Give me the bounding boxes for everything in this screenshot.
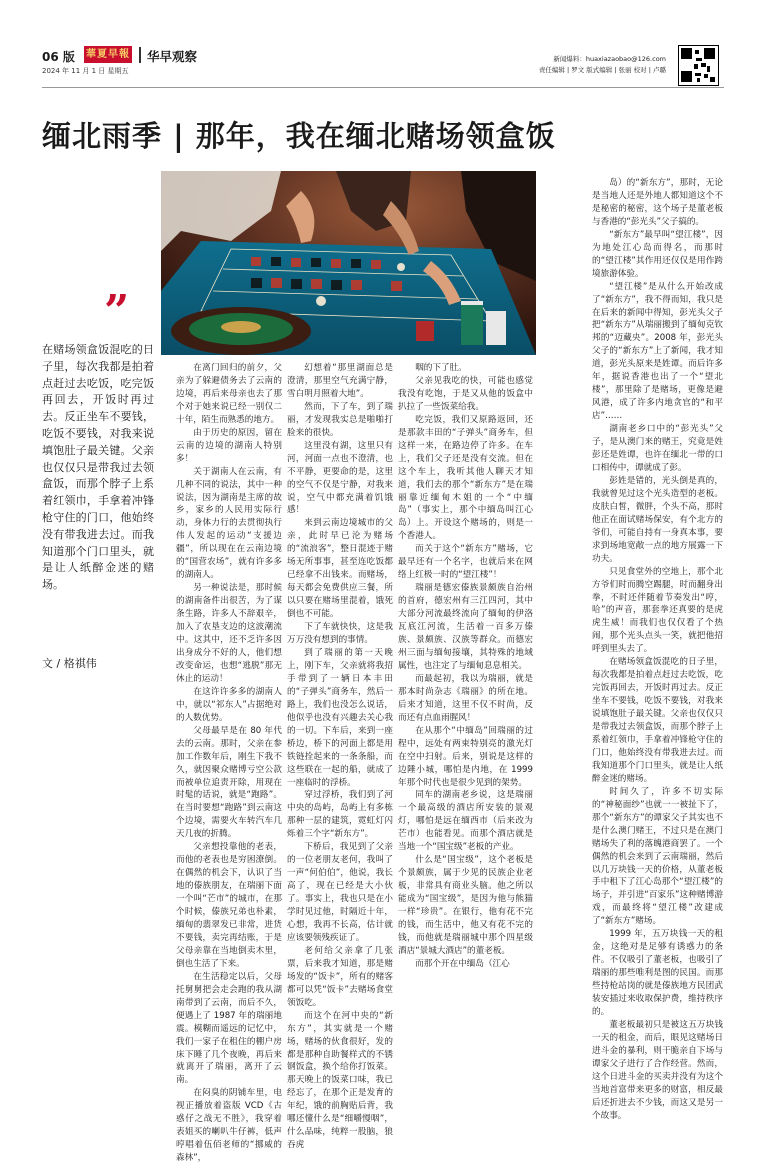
paragraph: 时间久了，许多不切实际的“神秘面纱”也就一一被扯下了，那个“新东方”的谭家父子其实也不是什么澳门赌王，不过只是在澳门赌场失了利的落魄港商罢了。一个偶然的机会来到了云南瑞丽，然后以几万块钱一天的价格，从董老板手中租下了江心岛那个“望江楼”的场子，并引进“百家乐”这种赌博游戏，而最终将“望江楼”改建成了“新东方”赌场。 — [592, 786, 723, 927]
article-column-4 — [592, 177, 723, 1121]
pull-quote: 在赌场领盒饭混吃的日子里，每次我都是拍着点赶过去吃饭，吃完饭再回去，开饭时再过去。反正坐车不要钱，吃饭不要钱，对我来说填饱肚子最关键。父亲也仅仅只是带我过去领盒饭，而那个脖子上系着红领巾，手拿着冲锋枪守住的门口，他始终没有带我进去过。而我知道那个门口里头，就是让人纸醉金迷的赌场。 — [42, 343, 154, 592]
paragraph: 父亲见我吃的快，可能也感觉我没有吃饱，于是又从他的饭盒中扒拉了一些饭菜给我。 — [398, 375, 533, 412]
paragraph: 下桥后，我见到了父亲的一位老朋友老何，我叫了一声“何伯伯”，他说，我长高了，现在已经是大小伙了。事实上，我也只是在小学时见过他，时隔近十年，心想，我再不长高，估计就应该要领残疾证了。 — [287, 842, 393, 943]
page-number: 06 版 — [42, 50, 75, 64]
paragraph: 而关于这个“新东方”赌场，它最早还有一个名字，也就后来在网络上红极一时的“望江楼”！ — [398, 544, 533, 581]
masthead-divider — [139, 47, 141, 63]
paragraph: 幻想着“那里湖面总是澄清，那里空气充满宁静，雪白明月照着大地”。 — [287, 363, 393, 399]
paragraph: 在赌场领盒饭混吃的日子里，每次我都是拍着点赶过去吃饭，吃完饭再回去，开饭时再过去。反正坐车不要钱，吃饭不要钱，对我来说填饱肚子最关键。父亲也仅仅只是带我过去领盒饭，而那个脖子上系着红领巾，手拿着冲锋枪守住的门口，他始终没有带我进去过。而我知道那个门口里头，就是让人纸醉金迷的赌场。 — [592, 657, 723, 784]
article-column-3 — [398, 362, 533, 1068]
paragraph: 这里没有湖，这里只有河，河面一点也不澄清，也不平静，更要命的是，这里的空气不仅是宁静，对我来说，空气中都充满着饥饿感！ — [287, 440, 393, 516]
paragraph: 在闷臭的阴铺车里，电视正播放着盗版 VCD《古惑仔之战无不胜》，我穿着表姐买的喇叭牛仔裤，低声哼唱着伍佰老师的“挪威的森林”， — [176, 1088, 282, 1164]
paragraph: 老何给父亲拿了几张票，后来我才知道，那是赌场发的“饭卡”，所有的赌客都可以凭“饭卡”去赌场食堂领饭吃。 — [287, 945, 393, 1008]
section-title: 华早观察 — [147, 49, 198, 64]
paragraph: 而这个在河中央的“新东方”，其实就是一个赌场，赌场的伙食很好，发的都是那种自助餐样式的不锈钢饭盒，换个给你打饭菜。那天晚上的饭菜口味，我已经忘了，在那个正是发育的年纪，饿的前胸贴后背，我哪还懂什么是“细嚼慢咽”，什么品味，纯粹一股脑，狼吞虎 — [287, 1010, 393, 1151]
paragraph: 父母最早是在 80 年代去的云南。那时，父亲在参加工作数年后，刚生下我不久，就因聚众赌博亏空公款而被单位追责开除，用现在时髦的话说，就是“跑路”。在当时要想“跑路”到云南这个边境，需要火车转汽车几天几夜的折腾。 — [176, 725, 282, 840]
paragraph: 只见食堂外的空地上，那个北方爷们时而腾空踢腿，时而翻身出拳，不时还伴随着节奏发出“哼，哈”的声音，那套拳还真要的是虎虎生威！而我们也仅仅看了个热闹，那个光头点头一笑，就把他招呼到里头去了。 — [592, 566, 723, 655]
quote-mark-icon: ” — [104, 286, 130, 337]
paragraph: 什么是“国宝级”，这个老板是个景颇族，属于少见的民族企业老板，非常具有商业头脑。他之所以能成为“国宝级”，是因为他与熊猫一样“珍贵”。在银行，他有花不完的钱，而生活中，他又有花不完的钱，而他就是瑞丽城中那个四星级酒店“景城大酒店”的董老板。 — [398, 855, 533, 956]
paragraph: 咽的下了肚。 — [415, 363, 467, 373]
paragraph: 1999 年，五万块钱一天的租金，这绝对是足够有诱惑力的条件。不仅吸引了董老板，也吸引了瑞丽的那些唯利是图的民国。而那些持枪站岗的就是傣族地方民团武装安插过来收取保护费，维持秩序的。 — [592, 929, 723, 1017]
header-rule — [42, 87, 724, 88]
paragraph: 吃完饭，我们又原路返回，还是那款丰田的“子弹头”商务车，但这样一来，在路边停了许多。在车上，我们父子还是没有交流。但在这个车上，我听其他人聊天才知道，我们去的那个“新东方”是在瑞丽靠近缅甸木姐的一个“中缅岛”（事实上，那个中缅岛叫江心岛）上。开设这个赌场的，则是一个香港人。 — [398, 414, 533, 542]
byline: 文 / 格祺伟 — [42, 657, 97, 670]
paragraph: 关于湖南人在云南，有几种不同的说法，其中一种说法，因为湖南是主席的故乡，家乡的人民用实际行动，身体力行的去贯彻执行伟人发起的运动“支援边疆”，所以现在在云南边境的“国营农场”，就有许多多的湖南人。 — [176, 466, 282, 581]
paragraph: 岛）的“新东方”，那时，无论是当地人还是外地人都知道这个不是秘密的秘密，这个场子是董老板与香港的“彭光头”父子搞的。 — [592, 178, 723, 227]
issue-date: 2024 年 11 月 1 日 星期五 — [42, 67, 129, 75]
article-headline: 缅北雨季 | 那年，我在缅北赌场领盒饭 — [42, 119, 556, 153]
paragraph: “新东方”最早叫“望江楼”，因为地处江心岛而得名，而那时的“望江楼”其作用还仅仅是用作跨境旅游体验。 — [592, 229, 723, 279]
paragraph: 到了瑞丽的第一天晚上，刚下车，父亲就将我招手带到了一辆日本丰田的“子弹头”商务车，然后一路上，我们也没怎么说话，他似乎也没有兴趣去关心我的一切。下车后，来到一座桥边，桥下的河面上都是用铁链拴起来的一条条船，而这些联在一起的船，就成了一座临时的浮桥。 — [287, 647, 393, 788]
newspaper-logo: 華夏早報 — [84, 46, 132, 63]
casino-roulette-image — [161, 171, 536, 355]
paragraph: 下了车就快快，这是我万万没有想到的事情。 — [287, 622, 393, 646]
paragraph: 董老板最初只是被这五万块钱一天的租金，而后，眼见这赌场日进斗金的暴利，则干脆亲自下场与谭家父子进行了合作经营。然而，这个日进斗金的买卖并没有为这个当地首富带来更多的财富，相反最后还折进去不少钱，而这又是另一个故事。 — [592, 1019, 723, 1121]
qr-code-icon — [678, 45, 719, 86]
paragraph: 在这许许多多的湖南人中，就以“祁东人”占据绝对的人数优势。 — [176, 686, 282, 723]
paragraph: “望江楼”是从什么开始改成了“新东方”，我不得而知，我只是在后来的新闻中得知，彭光头父子把“新东方”从瑞丽搬到了缅甸克钦邦的“迈藏央”。2008 年，彭光头父子的“新东方”上了新闻，我才知道，彭光头原来是姓谭。而后许多年，据说香港也出了一个“望北楼”，那里除了是赌场，更像是避风港，成了许多内地贪官的“和平店”…… — [592, 281, 723, 422]
paragraph: 另一种说法是，那时候的湖南备件出很苦，为了谋条生路，许多人不辞艰辛，加入了农垦支边的这波潮流中。这其中，还不乏许多因出身成分不好的人，他们想改变命运，也想“逃脱”那无休止的运动！ — [176, 583, 282, 684]
paragraph: 由于历史的原因，留在云南的边境的湖南人特别多！ — [176, 427, 282, 464]
article-column-2 — [287, 362, 393, 1151]
masthead-info — [539, 54, 666, 76]
article-column-1 — [176, 362, 282, 1164]
editor-credits: 责任编辑 | 罗文 版式编辑 | 张丽 校对 | 卢璐 — [538, 66, 666, 74]
paragraph: 瑞丽是德宏傣族景颇族自治州的首府，德宏州有三江四河，其中大部分河流最终流向了缅甸的伊洛瓦底江河流，生活着一百多万傣族、景颇族、汉族等群众。而德宏州三面与缅甸接壤，其特殊的地域属性，也注定了与缅甸息息相关。 — [398, 583, 533, 671]
paragraph: 穿过浮桥，我们到了河中央的岛屿，岛屿上有多栋那种一层的建筑，霓虹灯闪烁着三个字“新东方”。 — [287, 790, 393, 840]
paragraph: 湖南老乡口中的“彭光头”父子，是从澳门来的赌王，究竟是姓彭还是姓谭，也许在缅北一带的口口相传中，谭就成了彭。 — [592, 424, 723, 473]
paragraph: 在离门回归的前夕，父亲为了躲避债务去了云南的边境，再后来母亲也去了那个对于她来说已经一别仅二十年，陌生而熟悉的地方。 — [176, 363, 282, 425]
paragraph: 父亲想投靠他的老表，而他的老表也是穷困潦倒。在偶然的机会下，认识了当地的傣族朋友，在瑞丽下面一个叫“芒市”的城市，在那个时候，傣族兄弟也朴素，缅甸的翡翠发已非常，进货不要钱，卖完再结账，于是父母亲靠在当地倒卖木里，倒也生活了下来。 — [176, 842, 282, 969]
paragraph: 来到云南边境城市的父亲，此时早已沦为赌场的“流浪客”，整日混迹于赌场无所事事，甚至连吃饭都已经拿不出钱来。而赌场，每天都会免费供应三餐，所以只要在赌场里混着，饿死倒也不可能。 — [287, 518, 393, 620]
paragraph: 而那个开在中缅岛（江心 — [415, 958, 510, 969]
paragraph: 在生活稳定以后，父母托舅舅把会走会跑的我从湖南带到了云南，而后不久，便遇上了 1987 年的瑞丽地震。模糊而遥远的记忆中，我们一家子在租住的棚户房床下睡了几个夜晚，再后来就离开了瑞丽，离开了云南。 — [176, 971, 282, 1086]
paragraph: 同车的湖南老乡说，这是瑞丽一个最高级的酒店所安装的景观灯，哪怕是远在缅西市（后来改为芒市）也能看见。而那个酒店就是当地一个“国宝级”老板的产业。 — [398, 790, 533, 853]
paragraph: 然而，下了车，到了瑞丽，才发现我实总是啪啪打脸来的很快。 — [287, 401, 393, 438]
paragraph: 而最起初，我以为瑞丽，就是那本时尚杂志《瑞丽》的所在地。后来才知道，这里不仅不时尚，反而还有点血雨腥风！ — [398, 673, 533, 723]
paragraph: 在从那个“中缅岛”回瑞丽的过程中，远处有两束特别亮的激光灯在空中扫射。后来，别说是这样的边陲小城，哪怕是内地，在 1999 年那个时代也是很少见到的架势。 — [398, 725, 533, 788]
news-hotline: 新闻爆料：huaxiazaobao@126.com — [553, 55, 666, 63]
paragraph: 彭姓是错的，光头倒是真的，我就曾见过这个光头造型的老板。皮肤白皙，微胖，个头不高，那时他正在面试赌场保安，有个北方的爷们，可能自持有一身真本事，要求到场地宽敞一点的地方展露一下功夫。 — [592, 475, 723, 564]
article-photo — [161, 171, 536, 355]
